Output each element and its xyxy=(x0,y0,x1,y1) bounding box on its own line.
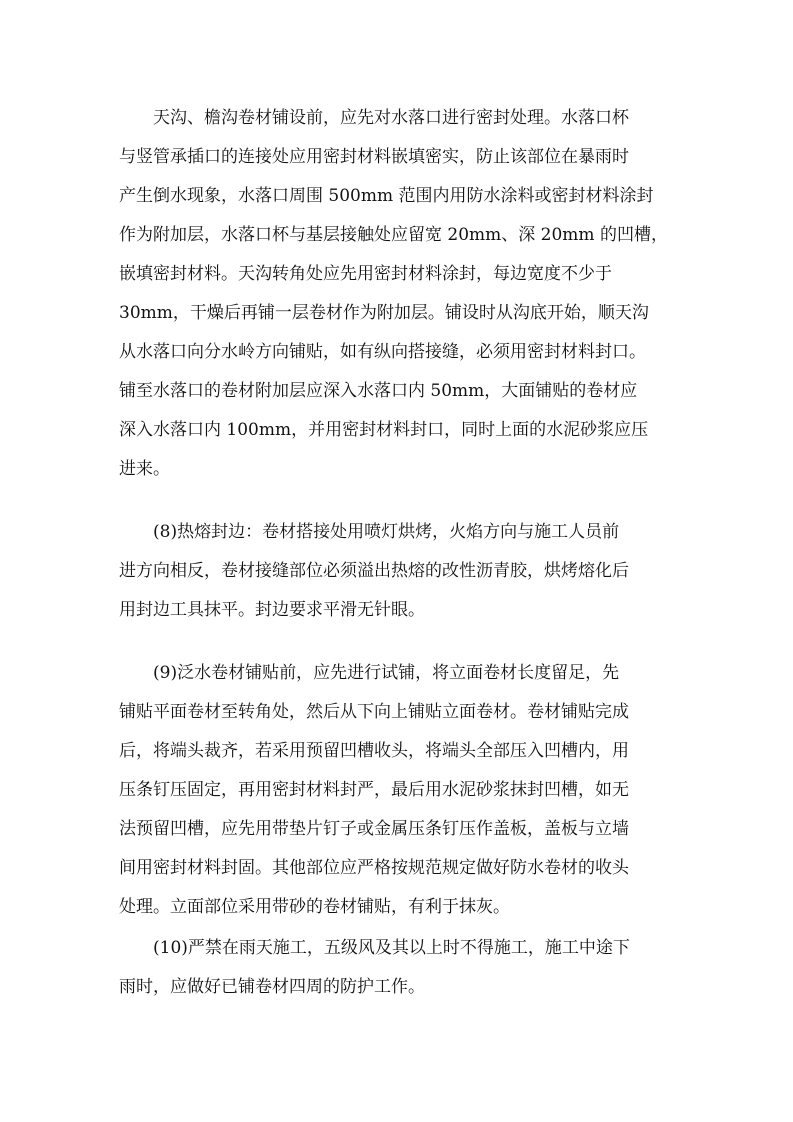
paragraph-line: (9)泛水卷材铺贴前，应先进行试铺，将立面卷材长度留足，先 xyxy=(153,663,620,683)
paragraph-line: 压条钉压固定，再用密封材料封严，最后用水泥砂浆抹封凹槽，如无 xyxy=(119,780,629,800)
paragraph-line: 间用密封材料封固。其他部位应严格按规范规定做好防水卷材的收头 xyxy=(119,858,629,878)
paragraph-line: 用封边工具抹平。封边要求平滑无针眼。 xyxy=(119,600,425,620)
paragraph-line: 30mm，干燥后再铺一层卷材作为附加层。铺设时从沟底开始，顺天沟 xyxy=(119,303,649,323)
paragraph-line: 嵌填密封材料。天沟转角处应先用密封材料涂封，每边宽度不少于 xyxy=(119,264,612,284)
paragraph-line: 处理。立面部位采用带砂的卷材铺贴，有利于抹灰。 xyxy=(119,897,510,917)
paragraph-line: 产生倒水现象，水落口周围 500mm 范围内用防水涂料或密封材料涂封 xyxy=(119,186,654,206)
paragraph-line: 从水落口向分水岭方向铺贴，如有纵向搭接缝，必须用密封材料封口。 xyxy=(119,342,646,362)
paragraph-line: 与竖管承插口的连接处应用密封材料嵌填密实，防止该部位在暴雨时 xyxy=(119,147,629,167)
paragraph-line: 铺贴平面卷材至转角处，然后从下向上铺贴立面卷材。卷材铺贴完成 xyxy=(119,702,629,722)
paragraph-line: 天沟、檐沟卷材铺设前，应先对水落口进行密封处理。水落口杯 xyxy=(153,108,629,128)
paragraph-line: 后，将端头裁齐，若采用预留凹槽收头，将端头全部压入凹槽内，用 xyxy=(119,741,629,761)
paragraph-line: (10)严禁在雨天施工，五级风及其以上时不得施工，施工中途下 xyxy=(153,938,630,958)
paragraph-line: 铺至水落口的卷材附加层应深入水落口内 50mm，大面铺贴的卷材应 xyxy=(119,381,638,401)
paragraph-line: 进方向相反，卷材接缝部位必须溢出热熔的改性沥青胶，烘烤熔化后 xyxy=(119,561,629,581)
paragraph-line: 作为附加层，水落口杯与基层接触处应留宽 20mm、深 20mm 的凹槽， xyxy=(119,225,668,245)
paragraph-line: 深入水落口内 100mm，并用密封材料封口，同时上面的水泥砂浆应压 xyxy=(119,420,649,440)
paragraph-line: 法预留凹槽，应先用带垫片钉子或金属压条钉压作盖板，盖板与立墙 xyxy=(119,819,629,839)
paragraph-line: (8)热熔封边：卷材搭接处用喷灯烘烤，火焰方向与施工人员前 xyxy=(153,522,620,542)
paragraph-line: 进来。 xyxy=(119,459,170,479)
paragraph-line: 雨时，应做好已铺卷材四周的防护工作。 xyxy=(119,977,425,997)
